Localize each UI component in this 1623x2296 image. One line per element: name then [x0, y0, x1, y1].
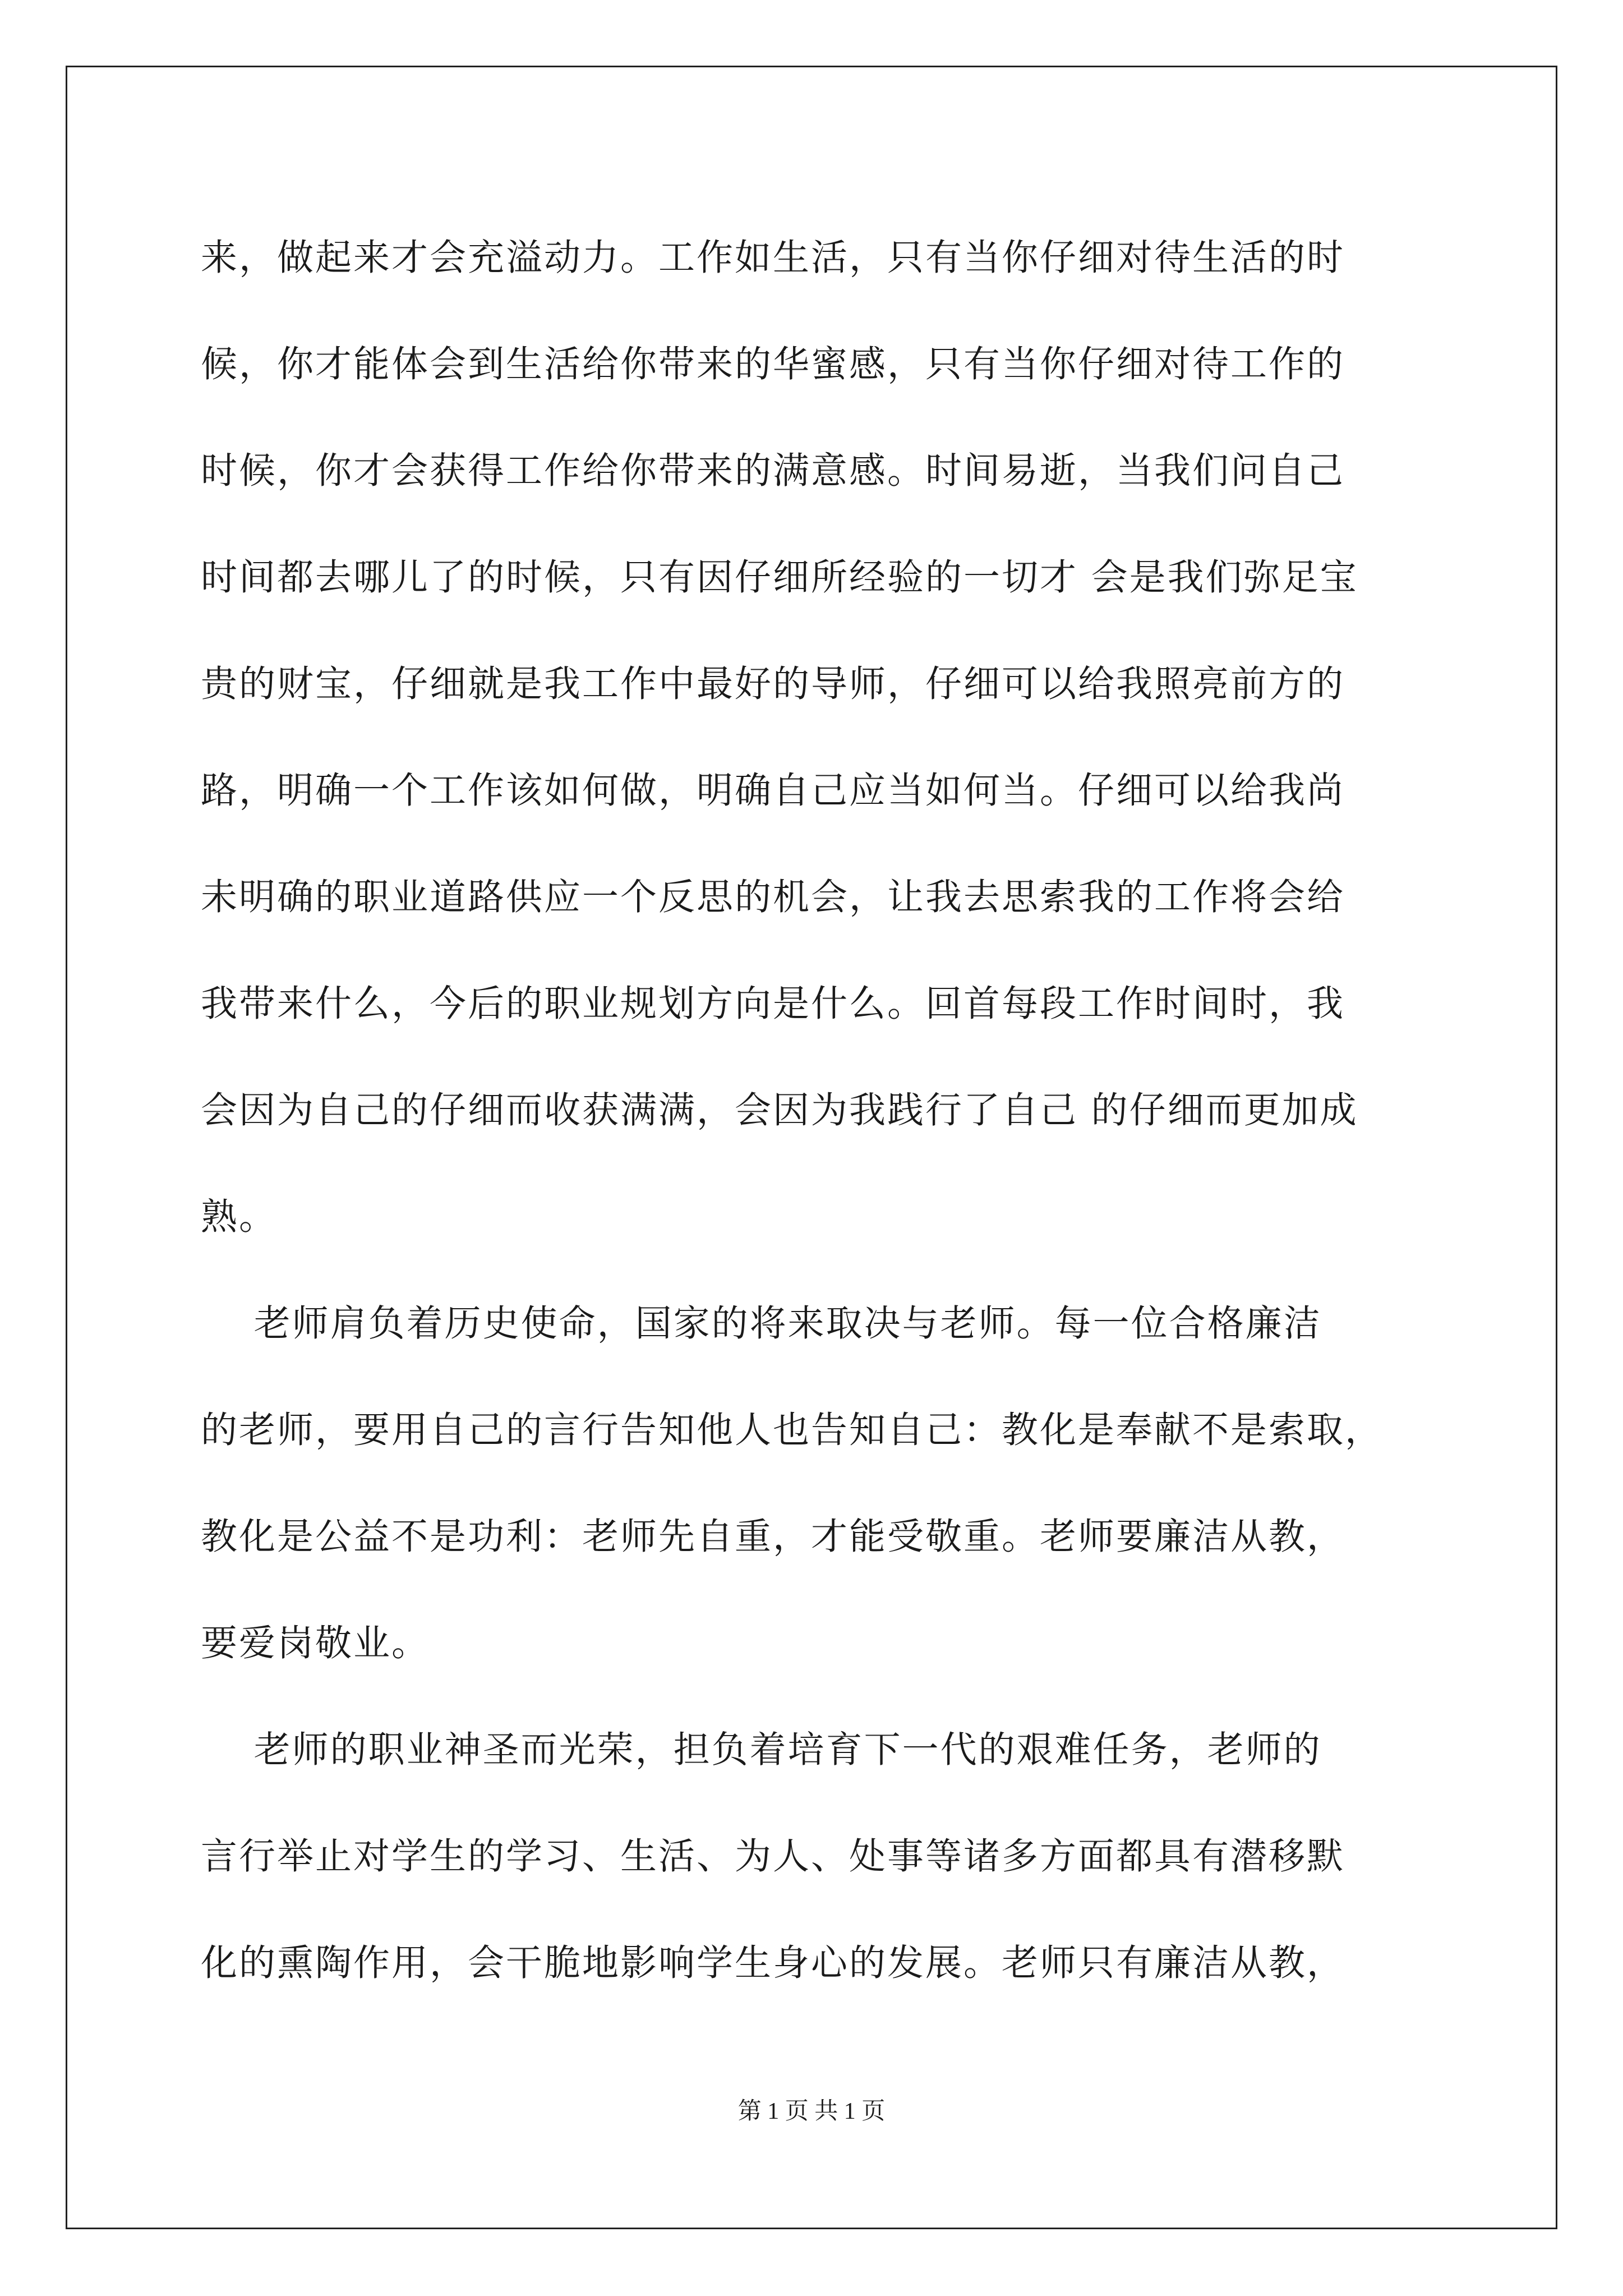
- text-line: 时候，你才会获得工作给你带来的满意感。时间易逝，当我们问自己: [201, 450, 1345, 492]
- text-line: 会因为自己的仔细而收获满满，会因为我践行了自己 的仔细而更加成: [201, 1089, 1358, 1131]
- page-number-footer: 第 1 页 共 1 页: [737, 2099, 886, 2124]
- text-line: 熟。: [201, 1196, 278, 1238]
- text-line: 化的熏陶作用，会干脆地影响学生身心的发展。老师只有廉洁从教，: [201, 1942, 1345, 1984]
- text-line: 教化是公益不是功利：老师先自重，才能受敬重。老师要廉洁从教，: [201, 1516, 1345, 1558]
- text-line: 来，做起来才会充溢动力。工作如生活，只有当你仔细对待生活的时: [201, 237, 1345, 279]
- document-body: [201, 205, 1432, 2017]
- text-line: 时间都去哪儿了的时候，只有因仔细所经验的一切才 会是我们弥足宝: [201, 556, 1358, 599]
- text-line: 贵的财宝，仔细就是我工作中最好的导师，仔细可以给我照亮前方的: [201, 663, 1345, 705]
- text-line: 我带来什么，今后的职业规划方向是什么。回首每段工作时间时，我: [201, 983, 1345, 1025]
- text-line: 路，明确一个工作该如何做，明确自己应当如何当。仔细可以给我尚: [201, 770, 1345, 812]
- text-line: 要爱岗敬业。: [201, 1622, 430, 1664]
- text-line: 的老师，要用自己的言行告知他人也告知自己：教化是奉献不是索取，: [201, 1409, 1384, 1451]
- paragraph-start-line: 老师肩负着历史使命，国家的将来取决与老师。每一位合格廉洁: [201, 1303, 1322, 1345]
- text-line: 候，你才能体会到生活给你带来的华蜜感，只有当你仔细对待工作的: [201, 343, 1345, 385]
- text-line: 未明确的职业道路供应一个反思的机会，让我去思索我的工作将会给: [201, 876, 1345, 918]
- text-line: 言行举止对学生的学习、生活、为人、处事等诸多方面都具有潜移默: [201, 1835, 1345, 1878]
- paragraph-start-line: 老师的职业神圣而光荣，担负着培育下一代的艰难任务，老师的: [201, 1729, 1322, 1771]
